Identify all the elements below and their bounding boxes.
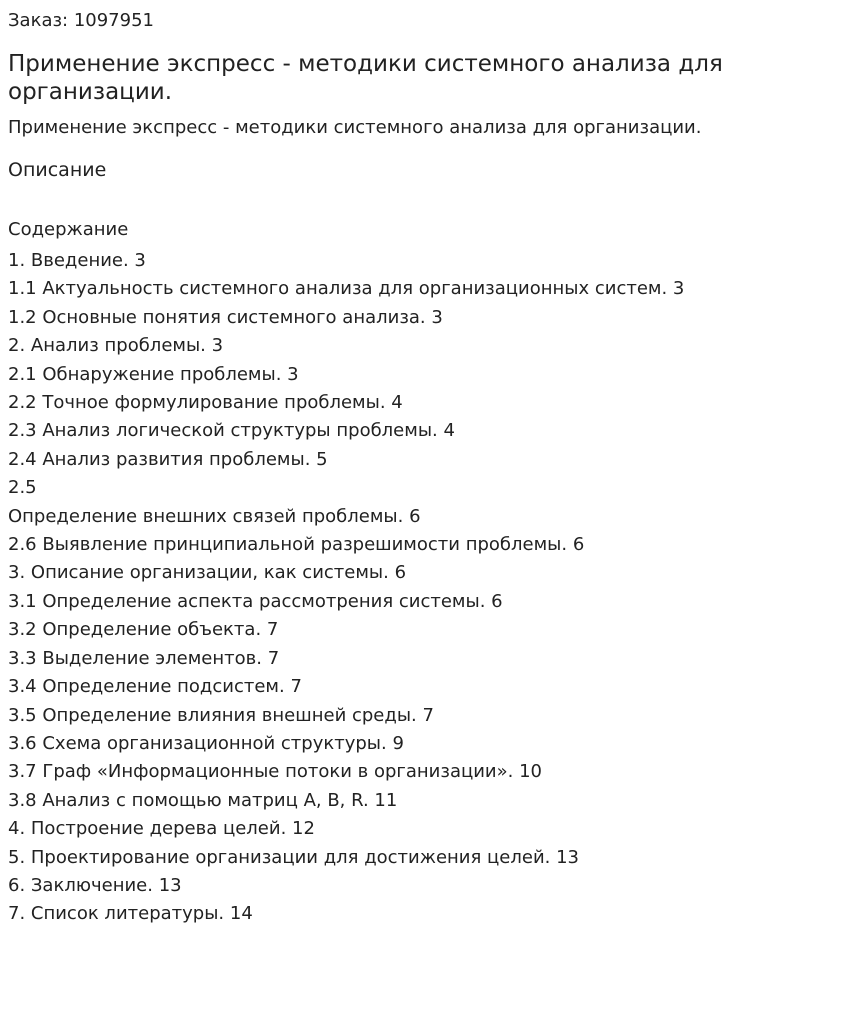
toc-item: 2.2 Точное формулирование проблемы. 4 xyxy=(8,392,403,414)
toc-item: 3.4 Определение подсистем. 7 xyxy=(8,676,302,698)
toc-item: 2.3 Анализ логической структуры проблемы. 4 xyxy=(8,420,455,442)
toc-item: 2.5 xyxy=(8,477,37,499)
toc-item: 3.8 Анализ с помощью матриц А, В, R. 11 xyxy=(8,789,398,811)
toc-item: 2. Анализ проблемы. 3 xyxy=(8,335,224,357)
toc-item: 2.1 Обнаружение проблемы. 3 xyxy=(8,363,299,385)
toc-item: 5. Проектирование организации для достижения целей. 13 xyxy=(8,846,579,868)
toc-item: 4. Построение дерева целей. 12 xyxy=(8,818,315,840)
toc-item: 2.4 Анализ развития проблемы. 5 xyxy=(8,448,328,470)
description-heading: Описание xyxy=(8,159,107,181)
toc-item: 1.2 Основные понятия системного анализа. 3 xyxy=(8,306,443,328)
toc-item: 1. Введение. 3 xyxy=(8,250,146,271)
toc-item: 7. Список литературы. 14 xyxy=(8,903,253,925)
toc-item: 3.7 Граф «Информационные потоки в организации». 10 xyxy=(8,761,542,783)
toc-item: 3.2 Определение объекта. 7 xyxy=(8,619,279,641)
toc-item: 3.3 Выделение элементов. 7 xyxy=(8,647,280,669)
toc-item: 6. Заключение. 13 xyxy=(8,874,182,896)
order-number: Заказ: 1097951 xyxy=(8,10,154,31)
toc-item: 3.5 Определение влияния внешней среды. 7 xyxy=(8,704,434,726)
toc-item: 3. Описание организации, как системы. 6 xyxy=(8,562,407,584)
toc-item: 1.1 Актуальность системного анализа для организационных систем. 3 xyxy=(8,278,685,300)
toc-item: Определение внешних связей проблемы. 6 xyxy=(8,505,421,527)
toc-item: 3.1 Определение аспекта рассмотрения системы. 6 xyxy=(8,590,503,612)
table-of-contents xyxy=(8,247,839,929)
document-title: Применение экспресс - методики системного анализа для организации. xyxy=(8,51,723,105)
toc-item: 3.6 Схема организационной структуры. 9 xyxy=(8,732,404,754)
document-subtitle: Применение экспресс - методики системного анализа для организации. xyxy=(8,117,702,138)
toc-heading: Содержание xyxy=(8,219,129,240)
toc-item: 2.6 Выявление принципиальной разрешимости проблемы. 6 xyxy=(8,534,585,556)
